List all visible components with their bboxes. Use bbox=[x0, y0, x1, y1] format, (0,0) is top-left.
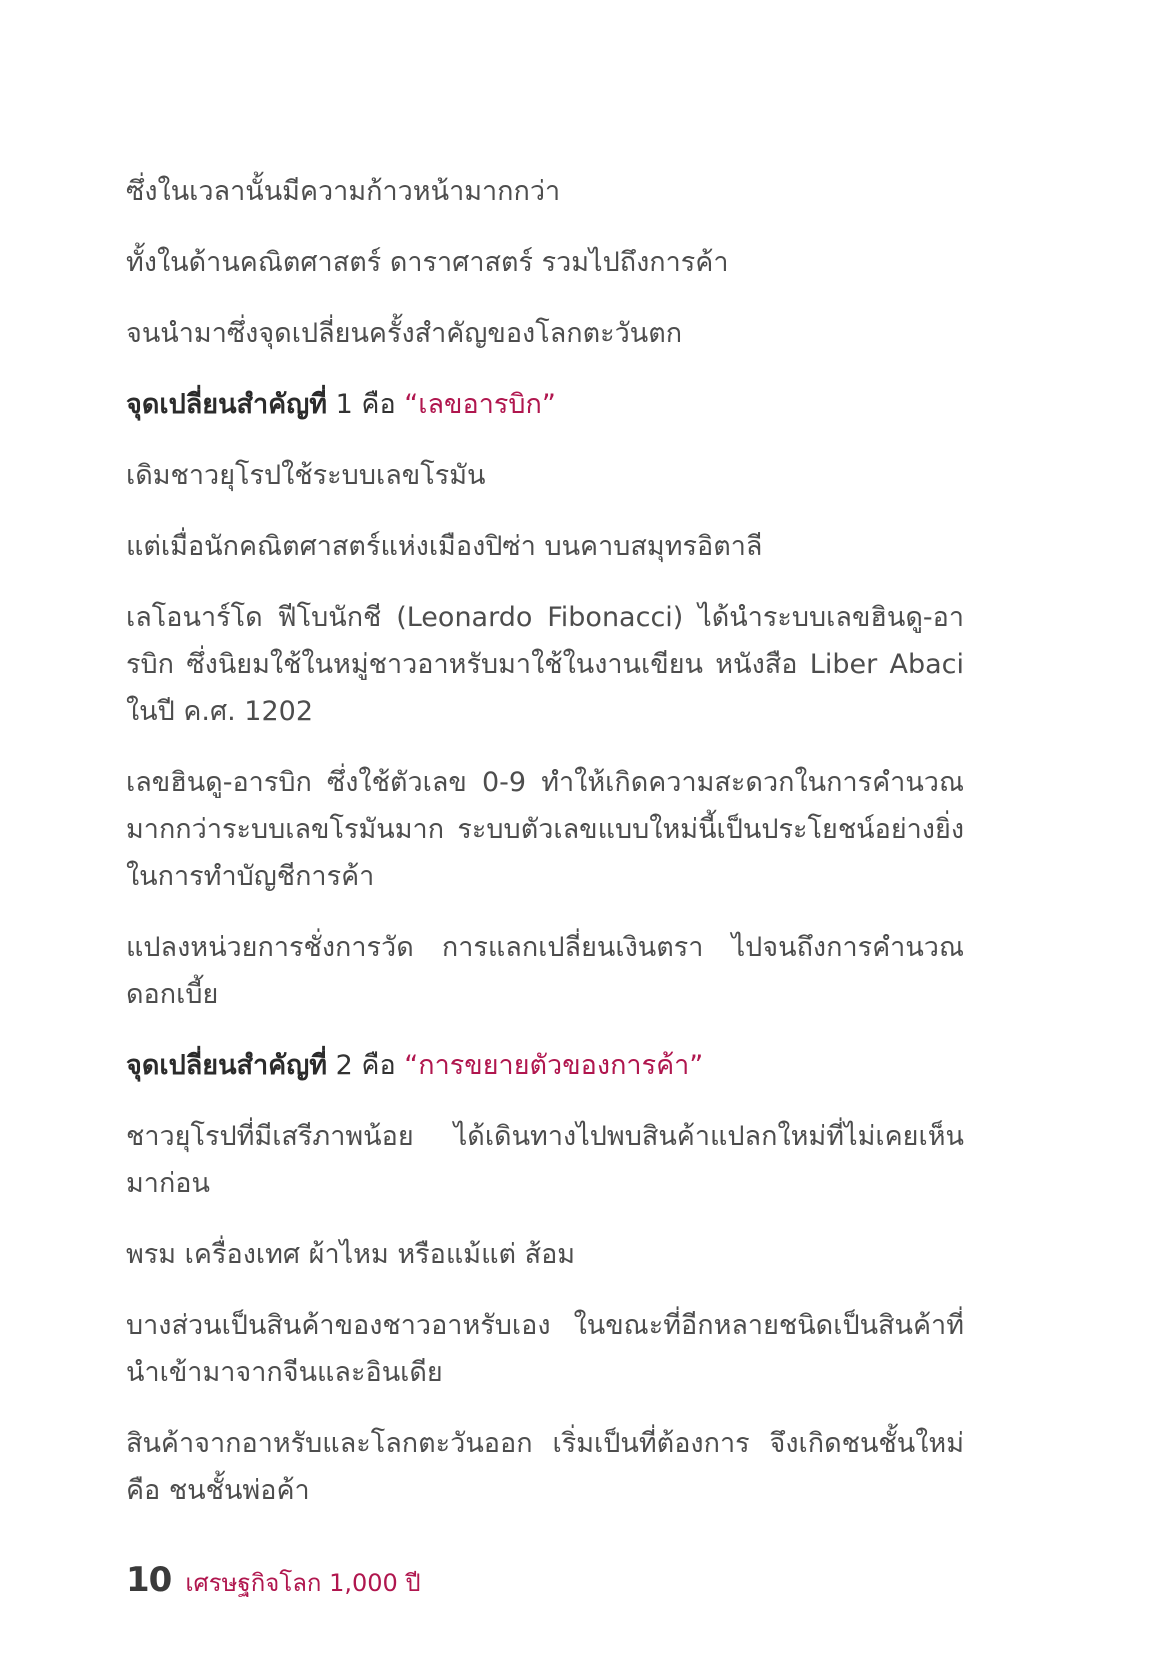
heading-accent: “การขยายตัวของการค้า” bbox=[404, 1050, 704, 1081]
heading-number: 2 คือ bbox=[327, 1050, 405, 1081]
paragraph: แปลงหน่วยการชั่งการวัด การแลกเปลี่ยนเงินตรา ไปจนถึงการคำนวณดอกเบี้ย bbox=[126, 932, 964, 1010]
paragraph: เลขฮินดู-อารบิก ซึ่งใช้ตัวเลข 0-9 ทำให้เกิดความสะดวกในการคำนวณ มากกว่าระบบเลขโรมันมาก ระบบตัวเลขแบบใหม่นี้เป็นประโยชน์อย่างยิ่ง ในการทำบัญชีการค้า bbox=[126, 767, 964, 892]
heading-lead: จุดเปลี่ยนสำคัญที่ bbox=[126, 1050, 328, 1081]
heading-accent: “เลขอารบิก” bbox=[404, 389, 556, 420]
section-heading-2 bbox=[126, 1042, 964, 1089]
page-footer bbox=[126, 1560, 421, 1602]
page-number: 10 bbox=[126, 1560, 172, 1600]
paragraph: จนนำมาซึ่งจุดเปลี่ยนครั้งสำคัญของโลกตะวันตก bbox=[126, 318, 683, 349]
heading-number: 1 คือ bbox=[327, 389, 405, 420]
paragraph: เลโอนาร์โด ฟีโบนักชี (Leonardo Fibonacci) ได้นำระบบเลขฮินดู-อารบิก ซึ่งนิยมใช้ในหมู่ชาวอาหรับมาใช้ในงานเขียน หนังสือ Liber Abaci ในปี ค.ศ. 1202 bbox=[126, 602, 964, 727]
paragraph: แต่เมื่อนักคณิตศาสตร์แห่งเมืองปิซ่า บนคาบสมุทรอิตาลี bbox=[126, 531, 763, 562]
paragraph: พรม เครื่องเทศ ผ้าไหม หรือแม้แต่ ส้อม bbox=[126, 1239, 576, 1270]
paragraph: ทั้งในด้านคณิตศาสตร์ ดาราศาสตร์ รวมไปถึงการค้า bbox=[126, 247, 729, 278]
heading-lead: จุดเปลี่ยนสำคัญที่ bbox=[126, 389, 328, 420]
paragraph: เดิมชาวยุโรปใช้ระบบเลขโรมัน bbox=[126, 460, 486, 491]
page-body bbox=[126, 168, 964, 1538]
paragraph: สินค้าจากอาหรับและโลกตะวันออก เริ่มเป็นที่ต้องการ จึงเกิดชนชั้นใหม่ คือ ชนชั้นพ่อค้า bbox=[126, 1428, 964, 1506]
paragraph: บางส่วนเป็นสินค้าของชาวอาหรับเอง ในขณะที่อีกหลายชนิดเป็นสินค้าที่ นำเข้ามาจากจีนและอินเดีย bbox=[126, 1310, 964, 1388]
section-heading-1 bbox=[126, 381, 964, 428]
paragraph: ซึ่งในเวลานั้นมีความก้าวหน้ามากกว่า bbox=[126, 176, 561, 207]
book-title: เศรษฐกิจโลก 1,000 ปี bbox=[185, 1569, 421, 1597]
paragraph: ชาวยุโรปที่มีเสรีภาพน้อย ได้เดินทางไปพบสินค้าแปลกใหม่ที่ไม่เคยเห็น มาก่อน bbox=[126, 1121, 964, 1199]
